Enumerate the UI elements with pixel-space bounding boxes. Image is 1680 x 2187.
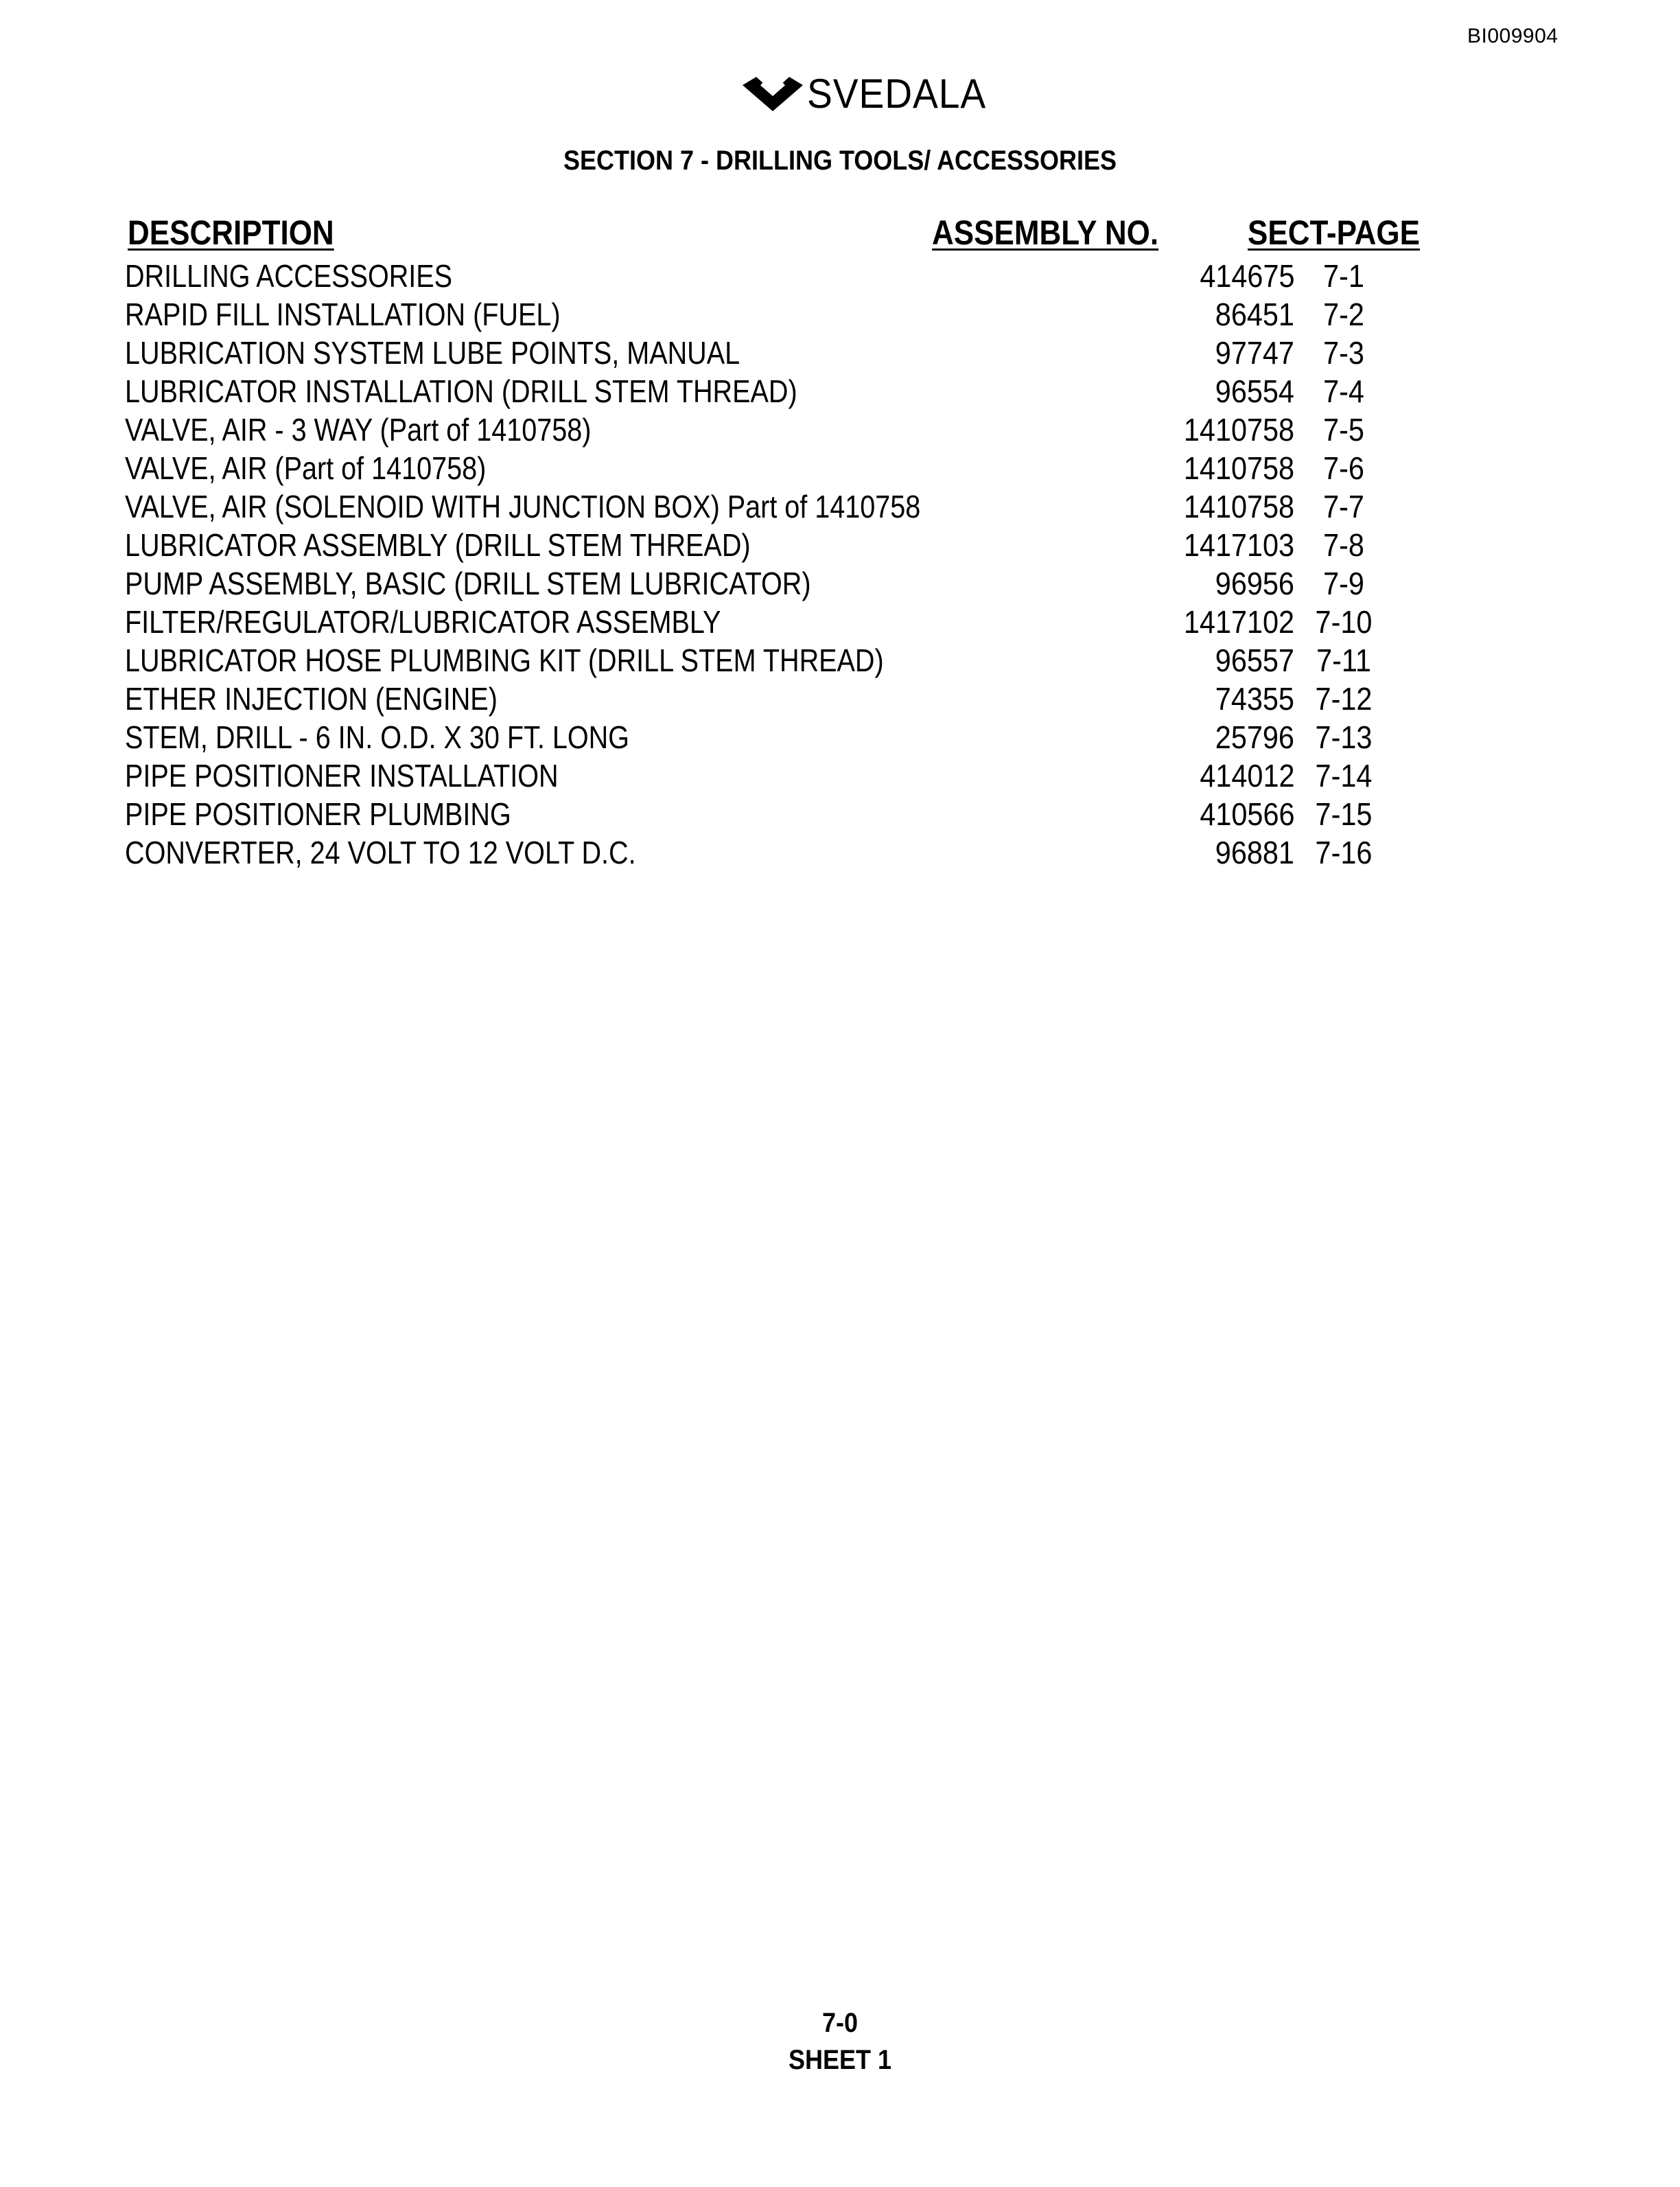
row-sect-page: 7-9 [1323, 566, 1364, 601]
row-assembly-no: 96956 [1215, 566, 1294, 601]
row-assembly-no: 1410758 [1183, 450, 1294, 486]
table-row [125, 680, 1443, 718]
row-assembly-no: 97747 [1215, 335, 1294, 371]
section-title: SECTION 7 - DRILLING TOOLS/ ACCESSORIES [563, 146, 1117, 176]
row-sect-page: 7-6 [1323, 450, 1364, 486]
row-description: LUBRICATOR HOSE PLUMBING KIT (DRILL STEM THREAD) [125, 643, 884, 678]
row-description: DRILLING ACCESSORIES [125, 258, 453, 294]
table-row [125, 756, 1443, 795]
row-assembly-no: 1410758 [1183, 489, 1294, 524]
svedala-logo [741, 66, 1002, 121]
sheet-label: SHEET 1 [788, 2045, 892, 2075]
row-sect-page: 7-11 [1316, 643, 1371, 678]
row-description: PIPE POSITIONER PLUMBING [125, 796, 511, 832]
row-sect-page: 7-3 [1323, 335, 1364, 371]
row-description: STEM, DRILL - 6 IN. O.D. X 30 FT. LONG [125, 719, 629, 755]
table-row [125, 449, 1443, 487]
row-sect-page: 7-14 [1315, 758, 1373, 794]
row-assembly-no: 1417102 [1183, 604, 1294, 640]
row-sect-page: 7-16 [1315, 835, 1373, 870]
table-row [125, 641, 1443, 680]
table-row [125, 410, 1443, 449]
row-sect-page: 7-15 [1315, 796, 1373, 832]
header-description: DESCRIPTION [128, 213, 334, 252]
logo-text: SVEDALA [807, 70, 987, 117]
row-sect-page: 7-5 [1323, 412, 1364, 448]
row-description: ETHER INJECTION (ENGINE) [125, 681, 498, 717]
row-assembly-no: 25796 [1215, 719, 1294, 755]
row-assembly-no: 74355 [1215, 681, 1294, 717]
table-row [125, 487, 1443, 526]
row-assembly-no: 410566 [1199, 796, 1294, 832]
table-row [125, 718, 1443, 756]
page-number: 7-0 [821, 2008, 859, 2038]
table-row [125, 833, 1443, 872]
row-sect-page: 7-2 [1323, 297, 1364, 332]
svedala-chevron-logo-icon [741, 73, 804, 114]
row-assembly-no: 96554 [1215, 373, 1294, 409]
row-sect-page: 7-1 [1323, 258, 1364, 294]
row-description: LUBRICATOR ASSEMBLY (DRILL STEM THREAD) [125, 527, 751, 563]
table-row [125, 603, 1443, 641]
table-row [125, 526, 1443, 564]
row-assembly-no: 1417103 [1183, 527, 1294, 563]
table-row [125, 795, 1443, 833]
row-description: VALVE, AIR (Part of 1410758) [125, 450, 487, 486]
row-sect-page: 7-8 [1323, 527, 1364, 563]
row-sect-page: 7-4 [1323, 373, 1364, 409]
row-sect-page: 7-10 [1315, 604, 1373, 640]
table-row [125, 295, 1443, 334]
row-sect-page: 7-12 [1315, 681, 1373, 717]
table-row [125, 334, 1443, 372]
header-sect-page: SECT-PAGE [1248, 213, 1421, 252]
table-row [125, 257, 1443, 295]
header-assembly-no: ASSEMBLY NO. [932, 213, 1159, 252]
document-id: BI009904 [1467, 25, 1559, 47]
row-description: PIPE POSITIONER INSTALLATION [125, 758, 559, 794]
row-description: RAPID FILL INSTALLATION (FUEL) [125, 297, 561, 332]
row-description: VALVE, AIR (SOLENOID WITH JUNCTION BOX) Part of 1410758 [125, 489, 921, 524]
row-assembly-no: 414012 [1199, 758, 1294, 794]
row-assembly-no: 96881 [1215, 835, 1294, 870]
row-assembly-no: 86451 [1215, 297, 1294, 332]
row-description: LUBRICATION SYSTEM LUBE POINTS, MANUAL [125, 335, 740, 371]
table-row [125, 372, 1443, 410]
table-body [125, 257, 1443, 872]
row-sect-page: 7-13 [1315, 719, 1373, 755]
row-description: PUMP ASSEMBLY, BASIC (DRILL STEM LUBRICATOR) [125, 566, 811, 601]
row-assembly-no: 96557 [1215, 643, 1294, 678]
row-assembly-no: 1410758 [1183, 412, 1294, 448]
page-footer [0, 2004, 1680, 2079]
row-description: VALVE, AIR - 3 WAY (Part of 1410758) [125, 412, 592, 448]
row-description: FILTER/REGULATOR/LUBRICATOR ASSEMBLY [125, 604, 721, 640]
contents-table [125, 213, 1443, 872]
table-row [125, 564, 1443, 603]
table-header [125, 213, 1443, 257]
row-description: LUBRICATOR INSTALLATION (DRILL STEM THREAD) [125, 373, 797, 409]
row-description: CONVERTER, 24 VOLT TO 12 VOLT D.C. [125, 835, 636, 870]
row-sect-page: 7-7 [1323, 489, 1364, 524]
row-assembly-no: 414675 [1199, 258, 1294, 294]
